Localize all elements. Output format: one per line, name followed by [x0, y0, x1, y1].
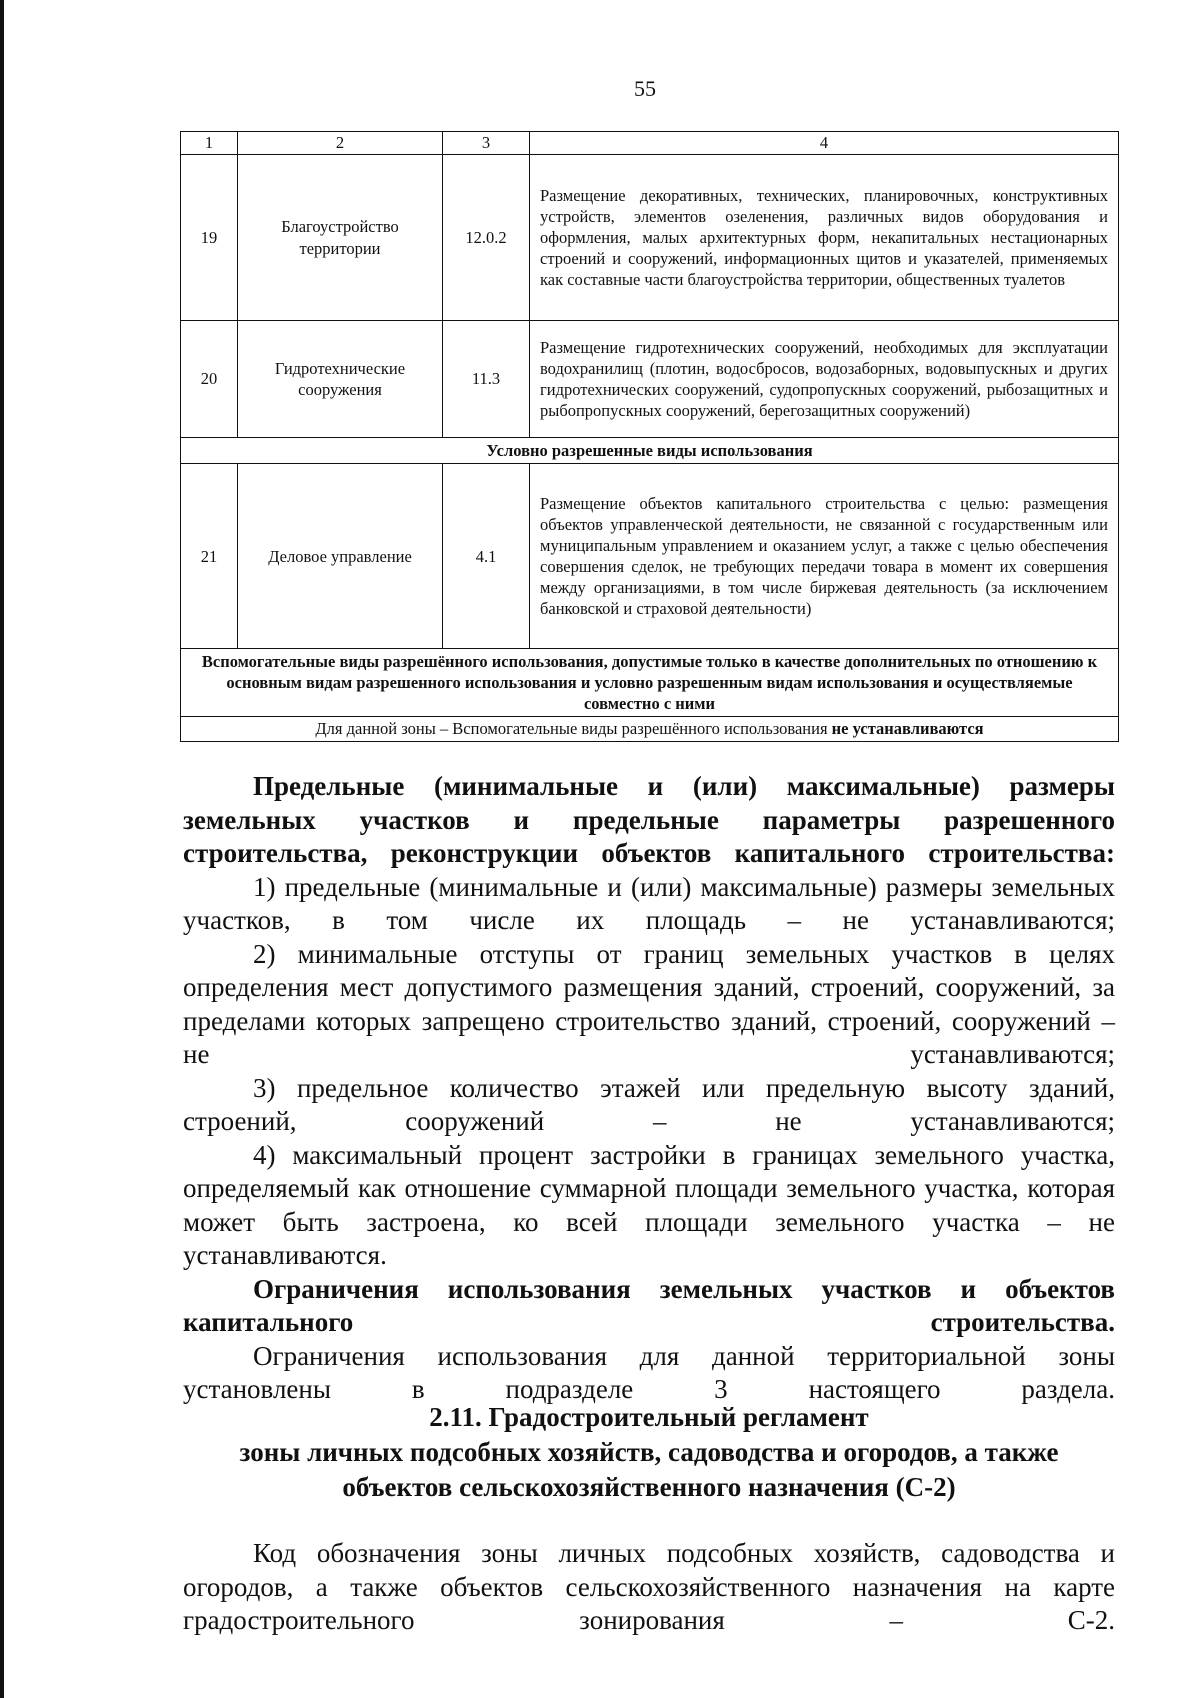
limits-item-3: 3) предельное количество этажей или предельную высоту зданий, строений, сооружений – не устанавливаются; [183, 1072, 1115, 1136]
auxiliary-note-text: Для данной зоны – Вспомогательные виды разрешённого использования [315, 719, 832, 739]
scan-edge-line [0, 0, 4, 1698]
conditional-section-row [181, 438, 1119, 464]
limits-item-1: 1) предельные (минимальные и (или) максимальные) размеры земельных участков, в том числе их площадь – не устанавливаются; [183, 871, 1115, 935]
use-type-code: 4.1 [443, 464, 530, 649]
auxiliary-note-emphasis: не устанавливаются [831, 719, 984, 739]
use-type-code: 12.0.2 [443, 155, 530, 321]
zone-code-block [183, 1537, 1115, 1638]
header-cell-1: 1 [181, 132, 238, 155]
header-cell-3: 3 [443, 132, 530, 155]
table-row [181, 464, 1119, 649]
table-row [181, 155, 1119, 321]
header-cell-2: 2 [238, 132, 443, 155]
section-title-line-1: 2.11. Градостроительный регламент [429, 1402, 869, 1432]
use-type-name: Благоустройство территории [238, 155, 443, 321]
section-title [183, 1400, 1115, 1505]
table-header-row [181, 132, 1119, 155]
restrictions-heading: Ограничения использования земельных участков и объектов капитального строительства. [183, 1273, 1115, 1337]
auxiliary-note-row [181, 717, 1119, 741]
restrictions-text: Ограничения использования для данной территориальной зоны установлены в подразделе 3 настоящего раздела. [183, 1340, 1115, 1404]
use-type-description: Размещение декоративных, технических, планировочных, конструктивных устройств, элементов озеленения, различных видов оборудования и оформления, малых архитектурных форм, некапитальных нестационарных строений и сооружений, информационных щитов и указателей, применяемых как составные части благоустройства территории, общественных туалетов [530, 155, 1119, 321]
header-cell-4: 4 [530, 132, 1119, 155]
auxiliary-note [181, 717, 1119, 741]
zone-code-text: Код обозначения зоны личных подсобных хозяйств, садоводства и огородов, а также объектов сельскохозяйственного назначения на карте градостроительного зонирования – С-2. [183, 1538, 1115, 1635]
limits-heading: Предельные (минимальные и (или) максимальные) размеры земельных участков и предельные параметры разрешенного строительства, реконструкции объектов капитального строительства: [183, 771, 1115, 868]
section-title-line-2: зоны личных подсобных хозяйств, садоводства и огородов, а также [239, 1437, 1059, 1467]
use-type-description: Размещение объектов капитального строительства с целью: размещения объектов управленческой деятельности, не связанной с государственным или муниципальным управлением и оказанием услуг, а также с целью обеспечения совершения сделок, не требующих передачи товара в момент их совершения между организациями, в том числе биржевая деятельность (за исключением банковской и страховой деятельности) [530, 464, 1119, 649]
row-number: 21 [181, 464, 238, 649]
use-type-description: Размещение гидротехнических сооружений, необходимых для эксплуатации водохранилищ (плотин, водосбросов, водозаборных, водовыпускных и других гидротехнических сооружений, судопропускных сооружений, рыбозащитных и рыбопропускных сооружений, берегозащитных сооружений) [530, 321, 1119, 438]
limits-block [183, 770, 1115, 1407]
auxiliary-section-row [181, 649, 1119, 717]
section-title-line-3: объектов сельскохозяйственного назначения (С-2) [342, 1472, 956, 1502]
limits-item-4: 4) максимальный процент застройки в границах земельного участка, определяемый как отношение суммарной площади земельного участка, которая может быть застроена, ко всей площади земельного участка – не устанавливаются. [183, 1139, 1115, 1270]
page-number: 55 [634, 76, 656, 101]
row-number: 20 [181, 321, 238, 438]
limits-item-2: 2) минимальные отступы от границ земельных участков в целях определения мест допустимого размещения зданий, строений, сооружений, за пределами которых запрещено строительство зданий, строений, сооружений – не устанавливаются; [183, 938, 1115, 1069]
table-row [181, 321, 1119, 438]
use-type-name: Деловое управление [238, 464, 443, 649]
use-type-code: 11.3 [443, 321, 530, 438]
conditional-section-heading: Условно разрешенные виды использования [181, 438, 1119, 464]
auxiliary-section-heading: Вспомогательные виды разрешённого использования, допустимые только в качестве дополнительных по отношению к основным видам разрешенного использования и условно разрешенным видам использования и осуществляемые совместно с ними [181, 649, 1119, 717]
land-use-table [180, 131, 1119, 742]
use-type-name: Гидротехнические сооружения [238, 321, 443, 438]
row-number: 19 [181, 155, 238, 321]
